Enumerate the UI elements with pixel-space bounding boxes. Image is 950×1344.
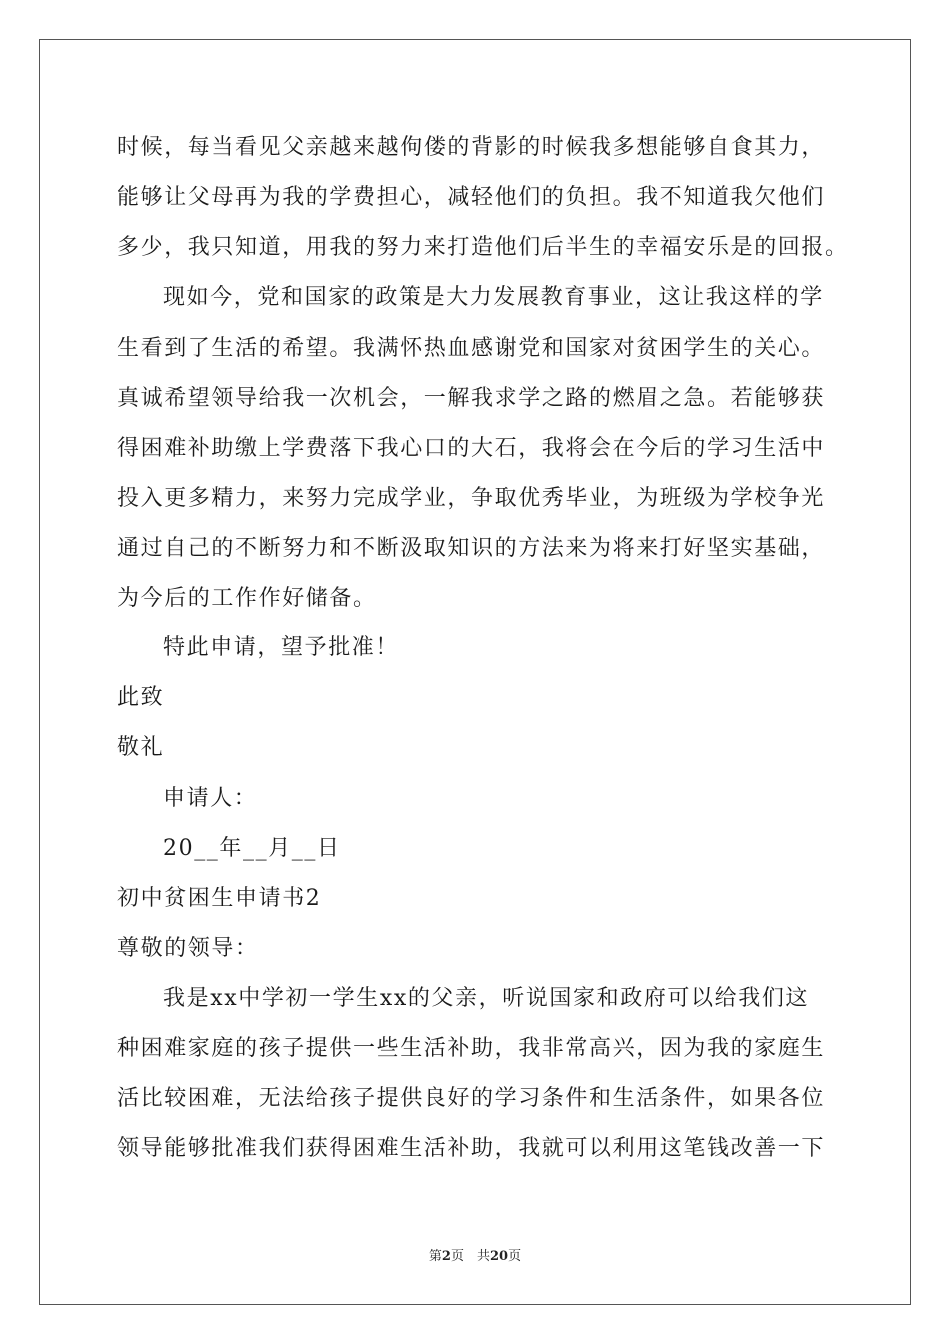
page-border xyxy=(39,39,911,1305)
body-line: 领导能够批准我们获得困难生活补助，我就可以利用这笔钱改善一下 xyxy=(117,1136,826,1161)
footer-mid: 页 共 xyxy=(450,1249,490,1264)
salutation-jingli: 敬礼 xyxy=(117,735,165,760)
body-line: 投入更多精力，来努力完成学业，争取优秀毕业，为班级为学校争光 xyxy=(117,486,826,511)
greeting: 尊敬的领导： xyxy=(117,936,259,961)
footer-prefix: 第 xyxy=(428,1249,442,1264)
body-line: 种困难家庭的孩子提供一些生活补助，我非常高兴，因为我的家庭生 xyxy=(117,1036,826,1061)
salutation-zhici: 此致 xyxy=(117,685,165,710)
date-line: 20__年__月__日 xyxy=(163,836,341,861)
body-line: 通过自己的不断努力和不断汲取知识的方法来为将来打好坚实基础， xyxy=(117,536,826,561)
body-line: 为今后的工作作好储备。 xyxy=(117,586,377,611)
body-line: 现如今，党和国家的政策是大力发展教育事业，这让我这样的学 xyxy=(163,285,824,310)
body-line: 真诚希望领导给我一次机会，一解我求学之路的燃眉之急。若能够获 xyxy=(117,386,826,411)
page-footer xyxy=(0,1248,950,1266)
footer-suffix: 页 xyxy=(508,1249,522,1264)
body-line: 能够让父母再为我的学费担心，减轻他们的负担。我不知道我欠他们 xyxy=(117,185,826,210)
closing-request: 特此申请，望予批准！ xyxy=(163,635,400,660)
body-line: 生看到了生活的希望。我满怀热血感谢党和国家对贫困学生的关心。 xyxy=(117,336,826,361)
applicant-label: 申请人： xyxy=(163,786,258,811)
section-title: 初中贫困生申请书2 xyxy=(117,886,322,911)
current-page-number: 2 xyxy=(441,1249,451,1264)
body-line: 时候，每当看见父亲越来越佝偻的背影的时候我多想能够自食其力， xyxy=(117,135,826,160)
body-line: 得困难补助缴上学费落下我心口的大石，我将会在今后的学习生活中 xyxy=(117,436,826,461)
body-line: 多少，我只知道，用我的努力来打造他们后半生的幸福安乐是的回报。 xyxy=(117,235,849,260)
body-line: 活比较困难，无法给孩子提供良好的学习条件和生活条件，如果各位 xyxy=(117,1086,826,1111)
body-line: 我是xx中学初一学生xx的父亲，听说国家和政府可以给我们这 xyxy=(163,986,810,1011)
total-pages-number: 20 xyxy=(489,1249,509,1264)
